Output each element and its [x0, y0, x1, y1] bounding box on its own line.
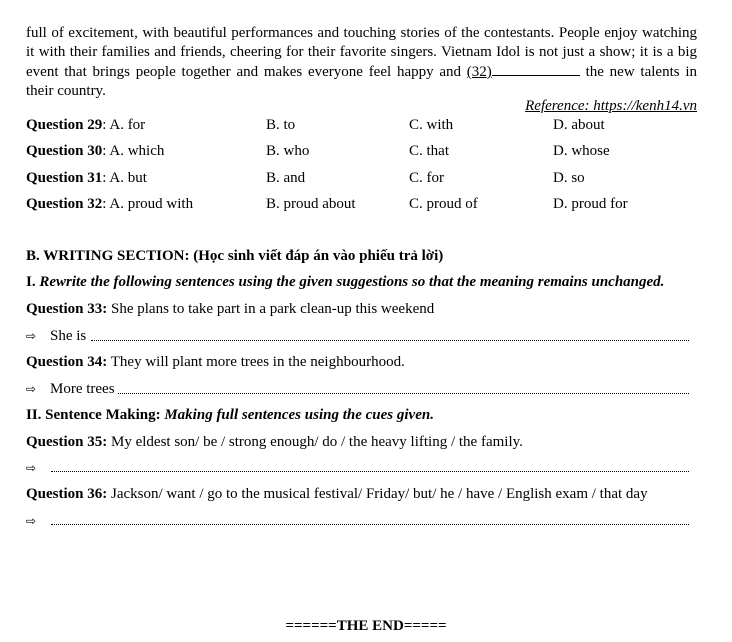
reference-link[interactable]: Reference: https://kenh14.vn	[525, 98, 697, 114]
arrow-icon: ⇨	[26, 514, 37, 528]
question-33-label: Question 33:	[26, 301, 108, 317]
question-row-31	[26, 169, 697, 187]
question-31-b[interactable]: B. and	[266, 170, 306, 186]
question-33-text: She plans to take part in a park clean-up this weekend	[107, 301, 435, 317]
question-30-c[interactable]: C. that	[409, 143, 449, 159]
question-35-answer-line	[26, 459, 40, 477]
question-33-answer-field[interactable]	[91, 340, 689, 341]
question-30-b[interactable]: B. who	[266, 143, 310, 159]
the-end-marker: ======THE END=====	[285, 618, 447, 634]
question-34-text: They will plant more trees in the neighbourhood.	[107, 354, 405, 370]
blank-32-label: (32)	[466, 64, 492, 80]
question-35-answer-field[interactable]	[51, 471, 689, 472]
question-35	[26, 433, 523, 451]
question-33	[26, 300, 434, 318]
passage-text: full of excitement, with beautiful performances and touching stories of the contestants. People enjoy watching it with their families and friends, cheering for their favorite singers. Vietnam Idol is not just a show; it is a big event that brings people together and makes everyone feel happy and	[26, 25, 697, 80]
reading-passage	[26, 24, 697, 100]
question-29-a[interactable]: Question 29: A. for	[26, 117, 146, 133]
question-29-c[interactable]: C. with	[409, 117, 454, 133]
part2-instruction: Making full sentences using the cues given.	[164, 407, 434, 423]
question-31-a[interactable]: Question 31: A. but	[26, 170, 147, 186]
question-row-30	[26, 142, 697, 160]
question-36	[26, 485, 648, 503]
question-36-text: Jackson/ want / go to the musical festival/ Friday/ but/ he / have / English exam / that day	[107, 486, 648, 502]
question-36-answer-field[interactable]	[51, 524, 689, 525]
question-32-b[interactable]: B. proud about	[266, 196, 356, 212]
question-32-a[interactable]: Question 32: A. proud with	[26, 196, 194, 212]
part1-label: I.	[26, 274, 40, 290]
question-31-label: Question 31	[26, 170, 103, 186]
question-29-b[interactable]: B. to	[266, 117, 296, 133]
question-32-d[interactable]: D. proud for	[553, 196, 628, 212]
arrow-icon: ⇨	[26, 329, 37, 343]
question-row-29	[26, 116, 697, 134]
question-36-label: Question 36:	[26, 486, 108, 502]
part2-instruction-line	[26, 406, 434, 424]
question-29-d[interactable]: D. about	[553, 117, 605, 133]
question-30-a[interactable]: Question 30: A. which	[26, 143, 165, 159]
question-30-label: Question 30	[26, 143, 103, 159]
question-35-label: Question 35:	[26, 434, 108, 450]
question-row-32	[26, 195, 697, 213]
question-32-label: Question 32	[26, 196, 103, 212]
question-31-d[interactable]: D. so	[553, 170, 585, 186]
question-33-answer-line	[26, 327, 86, 345]
question-32-c[interactable]: C. proud of	[409, 196, 478, 212]
part2-label: II. Sentence Making:	[26, 407, 165, 423]
part1-instruction-line	[26, 273, 664, 291]
question-30-d[interactable]: D. whose	[553, 143, 610, 159]
question-36-answer-line	[26, 512, 40, 530]
question-29-label: Question 29	[26, 117, 103, 133]
writing-section-heading: B. WRITING SECTION: (Học sinh viết đáp án vào phiếu trả lời)	[26, 248, 444, 264]
arrow-icon: ⇨	[26, 382, 37, 396]
question-34	[26, 353, 405, 371]
question-34-answer-field[interactable]	[118, 393, 689, 394]
question-34-prompt: More trees	[50, 381, 115, 397]
part1-instruction: Rewrite the following sentences using the given suggestions so that the meaning remains unchanged.	[39, 274, 665, 290]
arrow-icon: ⇨	[26, 461, 37, 475]
question-35-text: My eldest son/ be / strong enough/ do / the heavy lifting / the family.	[107, 434, 523, 450]
question-33-prompt: She is	[50, 328, 87, 344]
question-34-answer-line	[26, 380, 115, 398]
question-31-c[interactable]: C. for	[409, 170, 444, 186]
blank-32-line	[492, 61, 580, 76]
passage-text-after: the new talents in their country.	[26, 64, 698, 99]
question-34-label: Question 34:	[26, 354, 108, 370]
